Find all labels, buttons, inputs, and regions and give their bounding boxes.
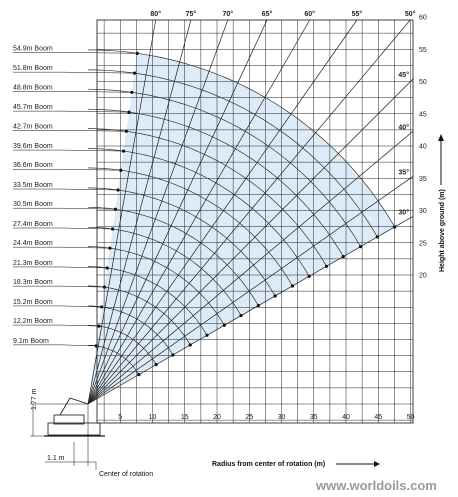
angle-label: 35° (398, 169, 409, 177)
boom-length-label: 39.6m Boom (13, 143, 53, 151)
y-tick-label: 35 (419, 175, 427, 183)
x-axis-arrow-icon (374, 461, 380, 467)
boom-length-label: 21.3m Boom (13, 259, 53, 267)
min-angle-tip (359, 245, 362, 248)
x-tick-label: 40 (342, 414, 350, 421)
label-leader (62, 52, 137, 53)
min-angle-tip (257, 304, 260, 307)
boom-length-label: 9.1m Boom (13, 337, 49, 345)
angle-label: 75° (185, 11, 197, 18)
boom-length-label: 36.6m Boom (13, 162, 53, 170)
x-tick-label: 50 (406, 414, 415, 421)
x-tick-label: 35 (309, 414, 318, 421)
min-angle-tip (205, 334, 208, 337)
x-axis-title: Radius from center of rotation (m) (212, 461, 326, 468)
min-angle-tip (291, 284, 294, 287)
angle-label: 70° (222, 11, 234, 18)
y-tick-label: 25 (419, 240, 427, 248)
pivot-offset-label: 1.1 m (47, 455, 65, 462)
boom-length-label: 45.7m Boom (13, 104, 53, 112)
angle-label: 40° (398, 124, 409, 132)
boom-length-label: 48.8m Boom (13, 84, 53, 92)
y-tick-label: 30 (419, 208, 427, 215)
boom-length-label: 24.4m Boom (13, 240, 53, 248)
pivot-height-label: 1.77 m (31, 388, 38, 410)
angle-label: 30° (398, 209, 409, 217)
boom-length-label: 42.7m Boom (13, 123, 53, 131)
boom-length-label: 33.5m Boom (13, 182, 53, 190)
min-angle-tip (239, 314, 242, 317)
min-angle-tip (393, 225, 396, 228)
min-angle-tip (223, 324, 226, 327)
watermark: www.worldoils.com (316, 478, 437, 493)
y-tick-label: 50 (419, 79, 427, 86)
x-tick-label: 15 (180, 414, 189, 421)
min-angle-tip (308, 275, 311, 278)
envelope-fill (88, 53, 395, 404)
angle-label: 50° (404, 11, 416, 18)
y-tick-label: 60 (419, 14, 427, 22)
label-leader (62, 72, 134, 73)
label-leader (62, 111, 129, 112)
boom-length-label: 18.3m Boom (13, 279, 53, 287)
angle-label: 65° (261, 11, 273, 18)
crane-icon (30, 398, 105, 470)
crane-mast (60, 398, 70, 415)
min-angle-tip (342, 255, 345, 258)
x-tick-label: 30 (277, 414, 286, 421)
angle-label: 45° (398, 72, 409, 79)
min-angle-tip (137, 373, 140, 376)
min-angle-tip (155, 363, 158, 366)
y-tick-label: 20 (419, 272, 427, 280)
working-envelope-area (88, 53, 395, 404)
x-tick-label: 20 (213, 414, 221, 421)
y-tick-label: 45 (419, 111, 427, 119)
angle-label: 55° (351, 11, 363, 18)
angle-label: 80° (150, 11, 162, 18)
y-tick-label: 40 (419, 143, 427, 151)
center-of-rotation-caption: Center of rotation (99, 471, 154, 478)
crane-pendant (70, 398, 88, 404)
min-angle-tip (274, 294, 277, 297)
boom-length-label: 30.5m Boom (13, 201, 53, 209)
angle-label: 60° (304, 11, 315, 18)
min-angle-tip (171, 353, 174, 356)
boom-length-label: 54.9m Boom (13, 45, 53, 53)
boom-length-label: 51.8m Boom (13, 65, 53, 73)
y-axis-arrow-icon (438, 134, 444, 141)
min-angle-tip (189, 343, 192, 346)
min-angle-tip (376, 235, 379, 238)
x-tick-label: 5 (118, 414, 123, 421)
y-axis-title: Height above ground (m) (439, 189, 446, 272)
x-tick-label: 25 (245, 414, 254, 421)
boom-length-label: 12.2m Boom (13, 318, 53, 326)
min-angle-tip (325, 265, 328, 268)
boom-length-label: 15.2m Boom (13, 298, 53, 306)
boom-length-label: 27.4m Boom (13, 220, 53, 228)
y-tick-label: 55 (419, 46, 427, 54)
crane-body (48, 423, 100, 435)
x-tick-label: 45 (374, 414, 383, 421)
x-tick-label: 10 (148, 414, 157, 421)
